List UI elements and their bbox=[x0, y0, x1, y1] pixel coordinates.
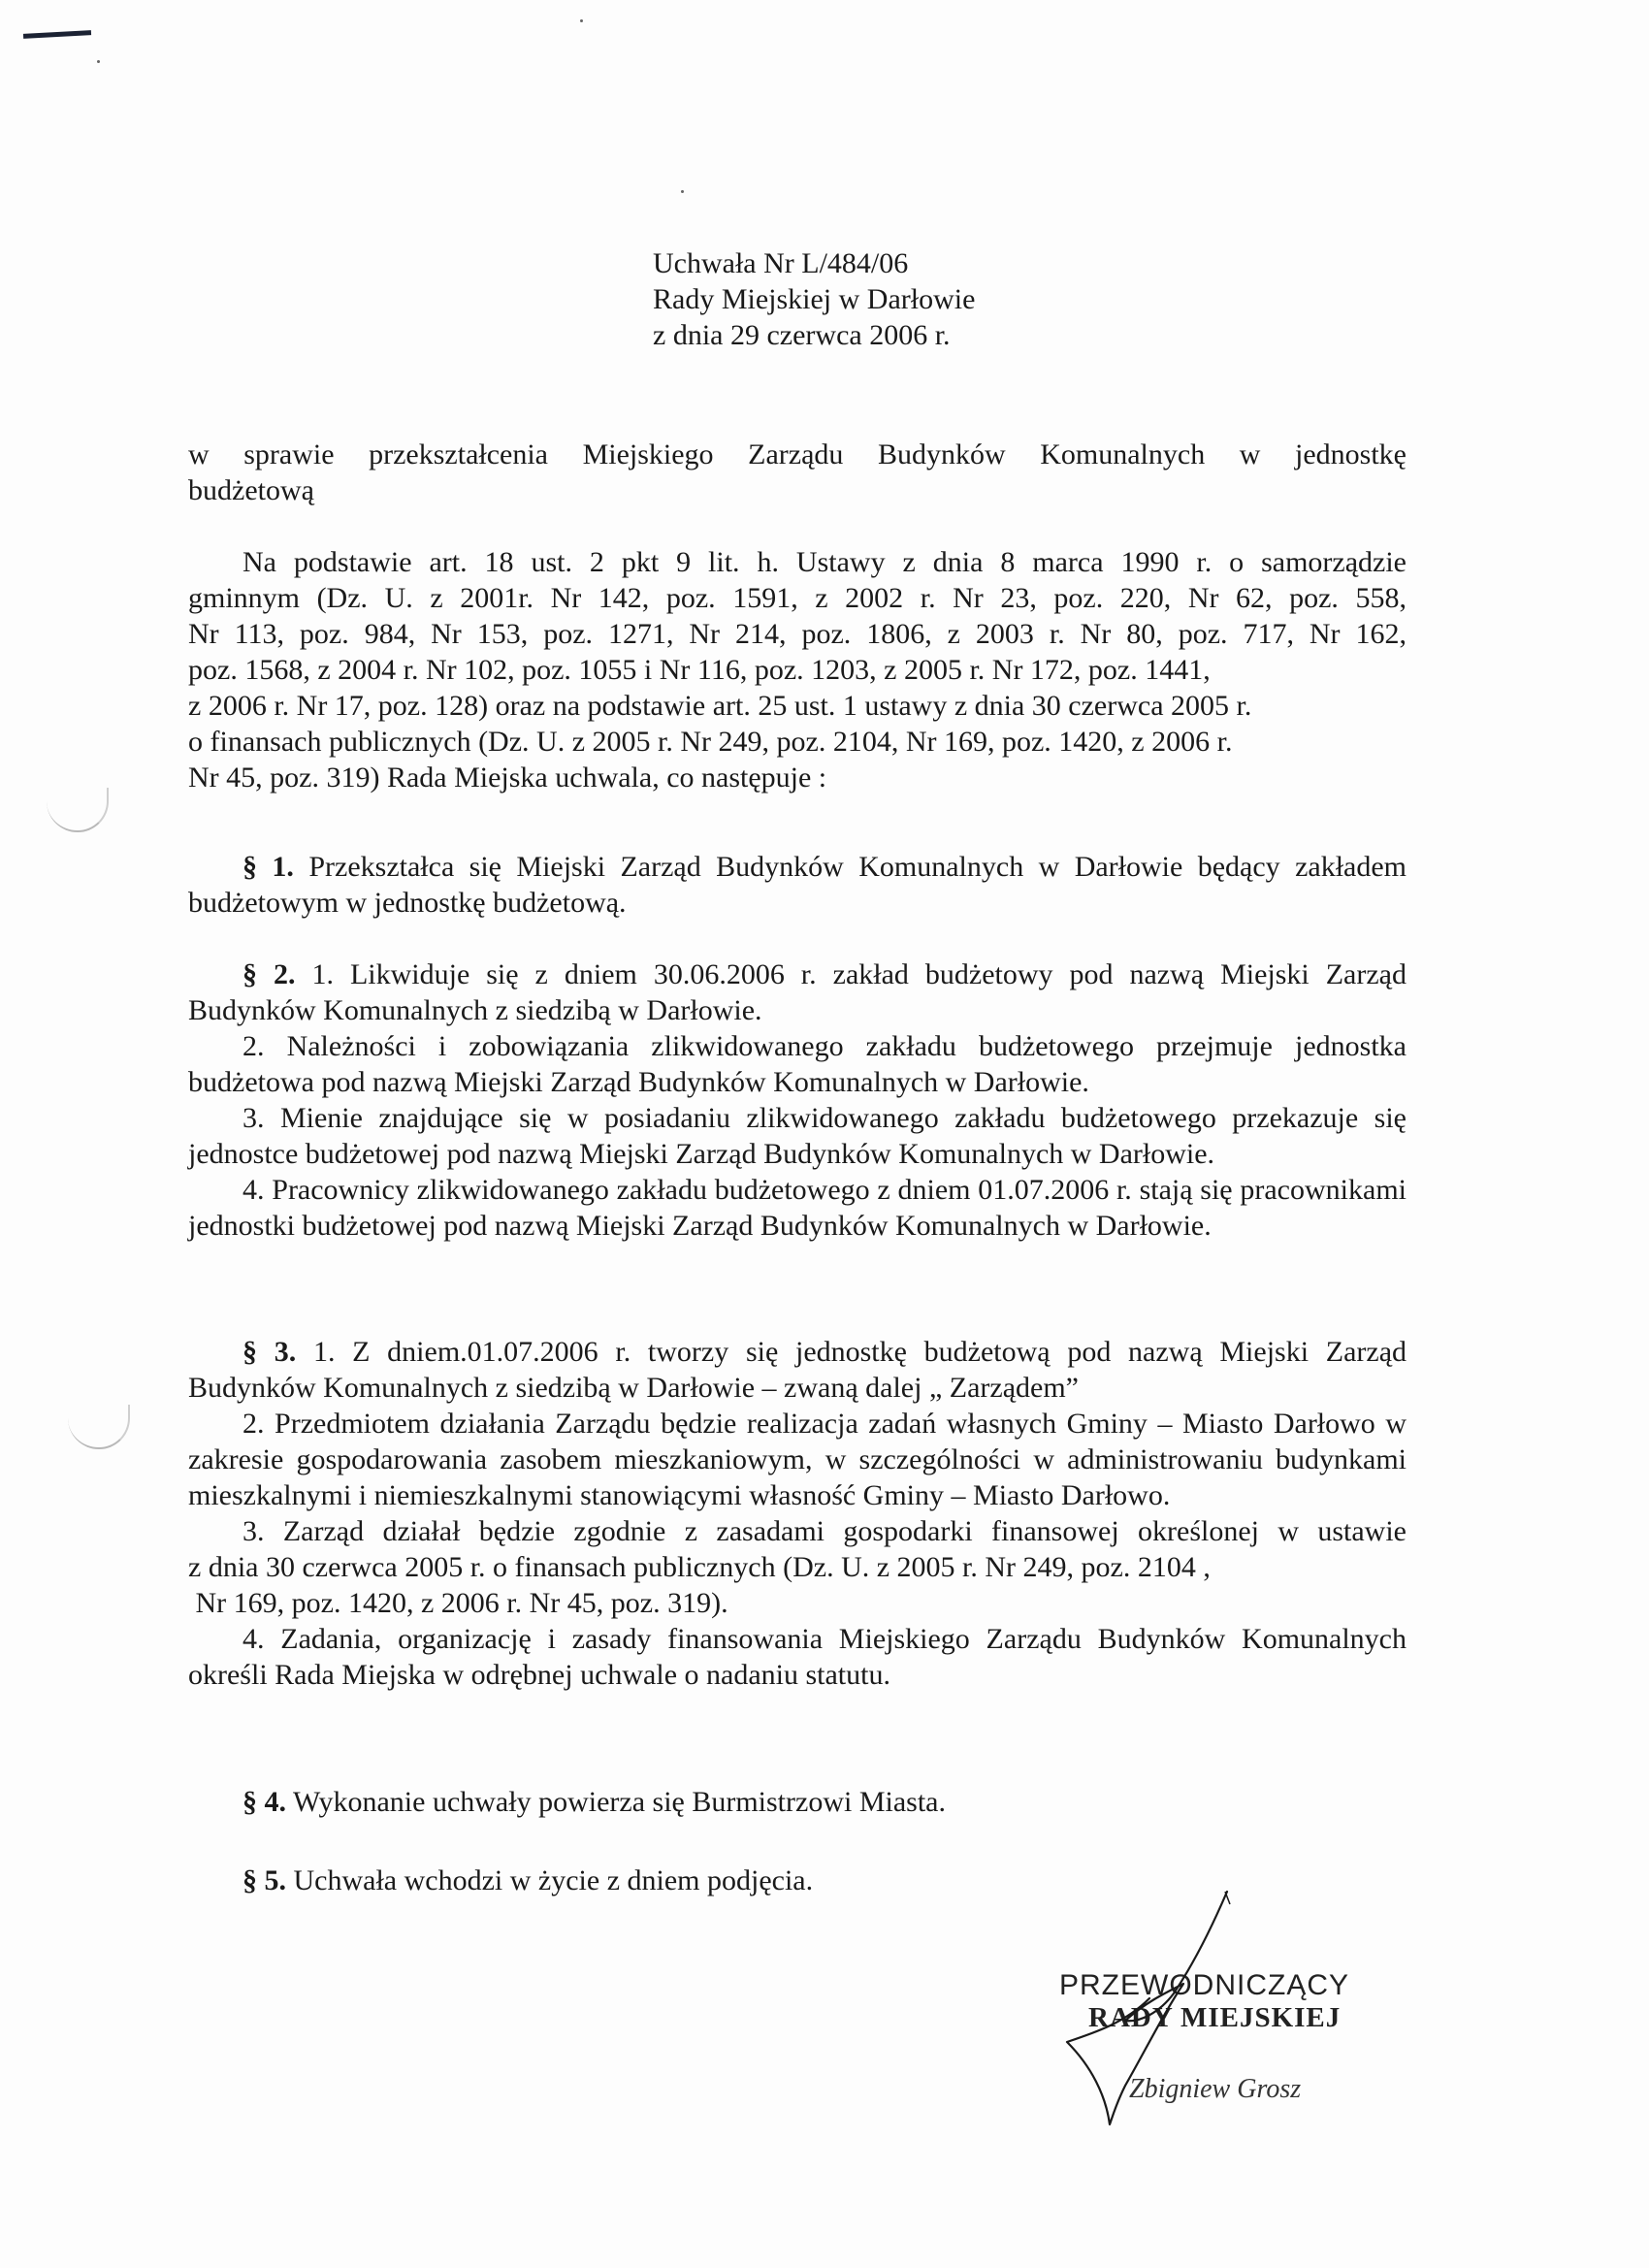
section-point-line: 3. Zarząd działał będzie zgodnie z zasadami gospodarki finansowej określonej w ustawie bbox=[242, 1515, 1406, 1547]
issuing-body: Rady Miejskiej w Darłowie bbox=[653, 283, 976, 315]
section-point: 1. Z dniem.01.07.2006 r. tworzy się jednostkę budżetową pod nazwą Miejski Zarząd Budynków Komunalnych z siedzibą w Darłowie – zwaną dalej „ Zarządem” bbox=[188, 1336, 1407, 1404]
scan-artifact-mark bbox=[23, 30, 91, 39]
section-point: 3. Mienie znajdujące się w posiadaniu zlikwidowanego zakładu budżetowego przekazuje się jednostce budżetowej pod nazwą Miejski Zarząd Budynków Komunalnych w Darłowie. bbox=[188, 1102, 1406, 1170]
punch-hole-mark bbox=[47, 788, 109, 832]
section-point: 2. Należności i zobowiązania zlikwidowanego zakładu budżetowego przejmuje jednostka budżetowa pod nazwą Miejski Zarząd Budynków Komunalnych w Darłowie. bbox=[188, 1030, 1406, 1098]
stamp-council: RADY MIEJSKIEJ bbox=[1088, 2002, 1342, 2033]
section-mark: § 1. bbox=[242, 851, 294, 883]
preamble-line: Nr 113, poz. 984, Nr 153, poz. 1271, Nr 214, poz. 1806, z 2003 r. Nr 80, poz. 717, Nr 162, bbox=[188, 618, 1406, 650]
resolution-date: z dnia 29 czerwca 2006 r. bbox=[653, 319, 951, 351]
subject-line: budżetową bbox=[188, 474, 314, 506]
handwritten-signature-icon bbox=[1048, 1887, 1280, 2129]
section-mark: § 4. bbox=[242, 1786, 286, 1818]
section-1 bbox=[188, 849, 1406, 921]
section-text: Wykonanie uchwały powierza się Burmistrzowi Miasta. bbox=[292, 1786, 946, 1818]
preamble-line: Na podstawie art. 18 ust. 2 pkt 9 lit. h. Ustawy z dnia 8 marca 1990 r. o samorządzie bbox=[242, 546, 1406, 578]
section-point: 4. Zadania, organizację i zasady finansowania Miejskiego Zarządu Budynków Komunalnych określi Rada Miejska w odrębnej uchwale o nadaniu statutu. bbox=[188, 1623, 1406, 1691]
signatory-name: Zbigniew Grosz bbox=[1129, 2074, 1302, 2104]
legal-basis-preamble bbox=[188, 544, 1406, 795]
section-point: 4. Pracownicy zlikwidowanego zakładu budżetowego z dniem 01.07.2006 r. stają się pracownikami jednostki budżetowej pod nazwą Miejski Zarząd Budynków Komunalnych w Darłowie. bbox=[188, 1174, 1406, 1242]
preamble-line: poz. 1568, z 2004 r. Nr 102, poz. 1055 i Nr 116, poz. 1203, z 2005 r. Nr 172, poz. 1441, bbox=[188, 654, 1211, 686]
section-mark: § 3. bbox=[242, 1336, 297, 1368]
subject-line: w sprawie przekształcenia Miejskiego Zarządu Budynków Komunalnych w jednostkę bbox=[188, 438, 1406, 470]
section-point: 1. Likwiduje się z dniem 30.06.2006 r. zakład budżetowy pod nazwą Miejski Zarząd Budynków Komunalnych z siedzibą w Darłowie. bbox=[188, 958, 1406, 1026]
scan-artifact-dot bbox=[681, 190, 684, 193]
punch-hole-mark bbox=[68, 1405, 130, 1449]
section-point-line: z dnia 30 czerwca 2005 r. o finansach publicznych (Dz. U. z 2005 r. Nr 249, poz. 2104 , bbox=[188, 1551, 1211, 1583]
preamble-line: z 2006 r. Nr 17, poz. 128) oraz na podstawie art. 25 ust. 1 ustawy z dnia 30 czerwca 2005 r. bbox=[188, 690, 1252, 722]
preamble-line: o finansach publicznych (Dz. U. z 2005 r. Nr 249, poz. 2104, Nr 169, poz. 1420, z 2006 r. bbox=[188, 726, 1233, 758]
section-mark: § 2. bbox=[242, 958, 296, 990]
stamp-title: PRZEWODNICZĄCY bbox=[1059, 1969, 1349, 2001]
section-2 bbox=[188, 956, 1406, 1244]
resolution-subject bbox=[188, 437, 1406, 508]
section-text: Uchwała wchodzi w życie z dniem podjęcia. bbox=[293, 1864, 814, 1896]
preamble-line: gminnym (Dz. U. z 2001r. Nr 142, poz. 1591, z 2002 r. Nr 23, poz. 220, Nr 62, poz. 558, bbox=[188, 582, 1406, 614]
section-3 bbox=[188, 1334, 1406, 1693]
section-text: Przekształca się Miejski Zarząd Budynków Komunalnych w Darłowie będący zakładem budżetowym w jednostkę budżetową. bbox=[188, 851, 1407, 919]
resolution-number: Uchwała Nr L/484/06 bbox=[653, 247, 909, 279]
scan-artifact-dot bbox=[97, 60, 100, 63]
section-mark: § 5. bbox=[242, 1864, 286, 1896]
resolution-header bbox=[653, 245, 975, 353]
preamble-line: Nr 45, poz. 319) Rada Miejska uchwala, co następuje : bbox=[188, 761, 827, 794]
section-point: 2. Przedmiotem działania Zarządu będzie realizacja zadań własnych Gminy – Miasto Darłowo w zakresie gospodarowania zasobem mieszkaniowym, w szczególności w administrowaniu budynkami mieszkalnymi i niemieszkalnymi stanowiącymi własność Gminy – Miasto Darłowo. bbox=[188, 1408, 1406, 1511]
section-point-line: Nr 169, poz. 1420, z 2006 r. Nr 45, poz. 319). bbox=[188, 1587, 728, 1619]
section-4 bbox=[188, 1784, 1406, 1820]
scan-artifact-dot bbox=[580, 19, 583, 22]
